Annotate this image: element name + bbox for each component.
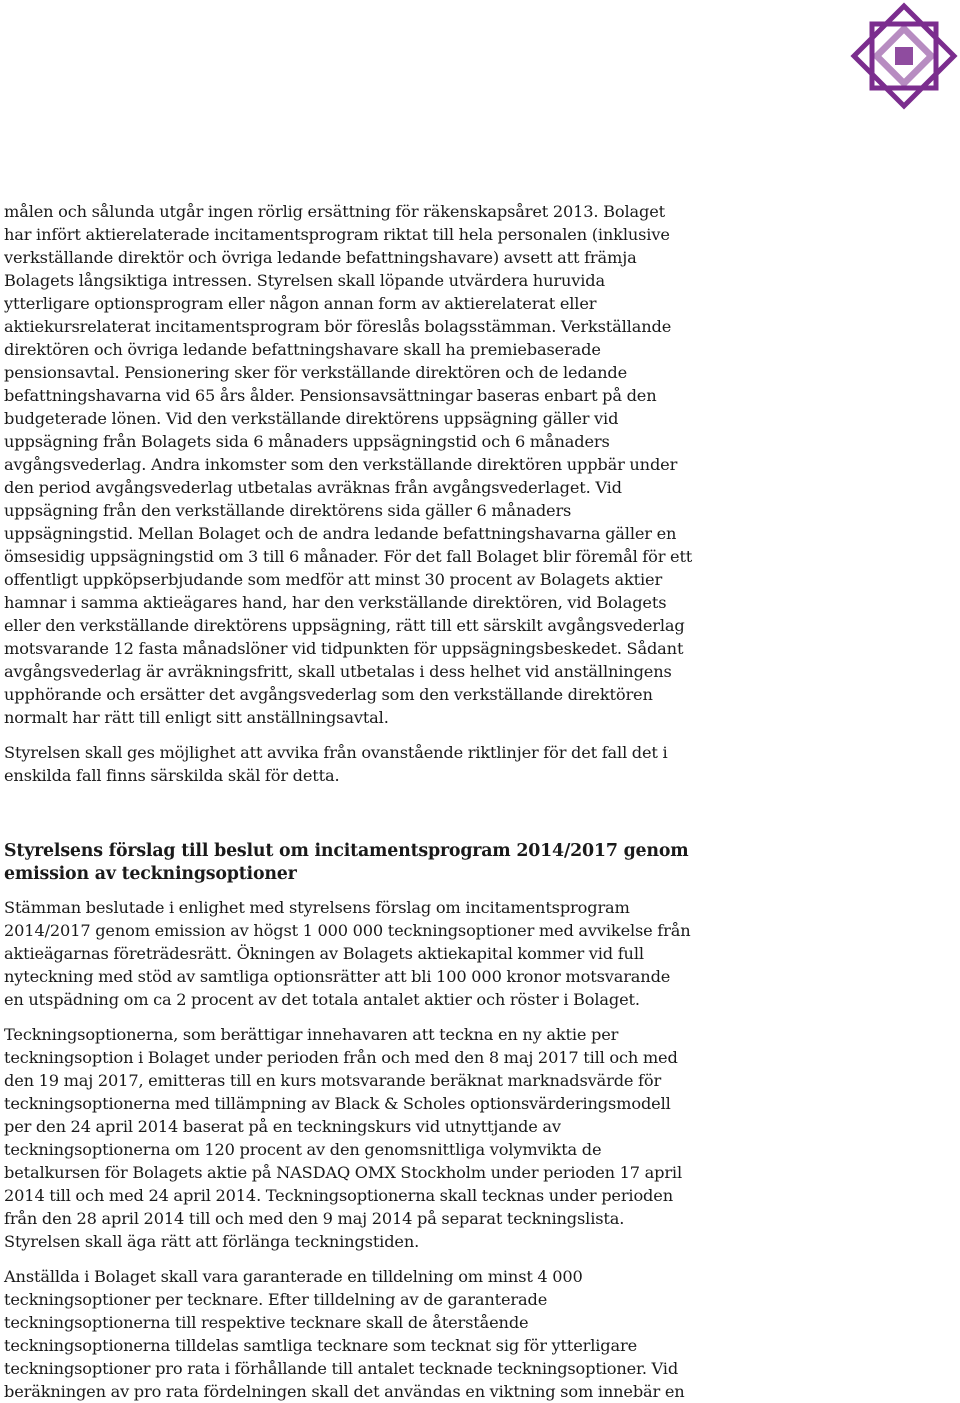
paragraph-issue-decision: Stämman beslutade i enlighet med styrelsens förslag om incitamentsprogram 2014/2017 genom emission av högst 1 000 000 teckningsoptioner med avvikelse från aktieägarnas företrädesrätt. Ökningen av Bolagets aktiekapital kommer vid full nyteckning med stöd av samtliga optionsrätter att bli 100 000 kronor motsvarande en utspädning om ca 2 procent av det totala antalet aktier och röster i Bolaget.: [4, 898, 691, 1009]
document-body: [4, 200, 694, 1403]
paragraph-subscription-terms: Teckningsoptionerna, som berättigar innehavaren att teckna en ny aktie per teckningsoption i Bolaget under perioden från och med den 8 maj 2017 till och med den 19 maj 2017, emitteras till en kurs motsvarande beräknat marknadsvärde för teckningsoptionerna med tillämpning av Black & Scholes optionsvärderingsmodell per den 24 april 2014 baserat på en teckningskurs vid utnyttjande av teckningsoptionerna om 120 procent av den genomsnittliga volymvikta de betalkursen för Bolagets aktie på NASDAQ OMX Stockholm under perioden 17 april 2014 till och med 24 april 2014. Teckningsoptionerna skall tecknas under perioden från den 28 april 2014 till och med den 9 maj 2014 på separat teckningslista. Styrelsen skall äga rätt att förlänga teckningstiden.: [4, 1025, 682, 1251]
section-heading: Styrelsens förslag till beslut om incitamentsprogram 2014/2017 genom emission av teckningsoptioner: [4, 841, 689, 884]
paragraph-allocation: Anställda i Bolaget skall vara garanterade en tilldelning om minst 4 000 teckningsoptioner per tecknare. Efter tilldelning av de garanterade teckningsoptionerna till respektive tecknare skall de återstående teckningsoptionerna tilldelas samtliga tecknare som tecknat sig för ytterligare teckningsoptioner pro rata i förhållande till antalet tecknade teckningsoptioner. Vid beräkningen av pro rata fördelningen skall det användas en viktning som innebär en: [4, 1267, 685, 1401]
paragraph-deviation: Styrelsen skall ges möjlighet att avvika från ovanstående riktlinjer för det fall det i enskilda fall finns särskilda skäl för detta.: [4, 743, 668, 785]
paragraph-remuneration: målen och sålunda utgår ingen rörlig ersättning för räkenskapsåret 2013. Bolaget har infört aktierelaterade incitamentsprogram riktat till hela personalen (inklusive verkställande direktör och övriga ledande befattningshavare) avsett att främja Bolagets långsiktiga intressen. Styrelsen skall löpande utvärdera huruvida ytterligare optionsprogram eller någon annan form av aktierelaterat eller aktiekursrelaterat incitamentsprogram bör föreslås bolagsstämman. Verkställande direktören och övriga ledande befattningshavare skall ha premiebaserade pensionsavtal. Pensionering sker för verkställande direktören och de ledande befattningshavarna vid 65 års ålder. Pensionsavsättningar baseras enbart på den budgeterade lönen. Vid den verkställande direktörens uppsägning gäller vid uppsägning från Bolagets sida 6 månaders uppsägningstid och 6 månaders avgångsvederlag. Andra inkomster som den verkställande direktören uppbär under den period avgångsvederlag utbetalas avräknas från avgångsvederlaget. Vid uppsägning från den verkställande direktörens sida gäller 6 månaders uppsägningstid. Mellan Bolaget och de andra ledande befattningshavarna gäller en ömsesidig uppsägningstid om 3 till 6 månader. För det fall Bolaget blir föremål för ett offentligt uppköpserbjudande som medför att minst 30 procent av Bolagets aktier hamnar i samma aktieägares hand, har den verkställande direktören, vid Bolagets eller den verkställande direktörens uppsägning, rätt till ett särskilt avgångsvederlag motsvarande 12 fasta månadslöner vid tidpunkten för uppsägningsbeskedet. Sådant avgångsvederlag är avräkningsfritt, skall utbetalas i dess helhet vid anställningens upphörande och ersätter det avgångsvederlag som den verkställande direktören normalt har rätt till enligt sitt anställningsavtal.: [4, 202, 693, 727]
company-logo-icon: [848, 0, 960, 112]
